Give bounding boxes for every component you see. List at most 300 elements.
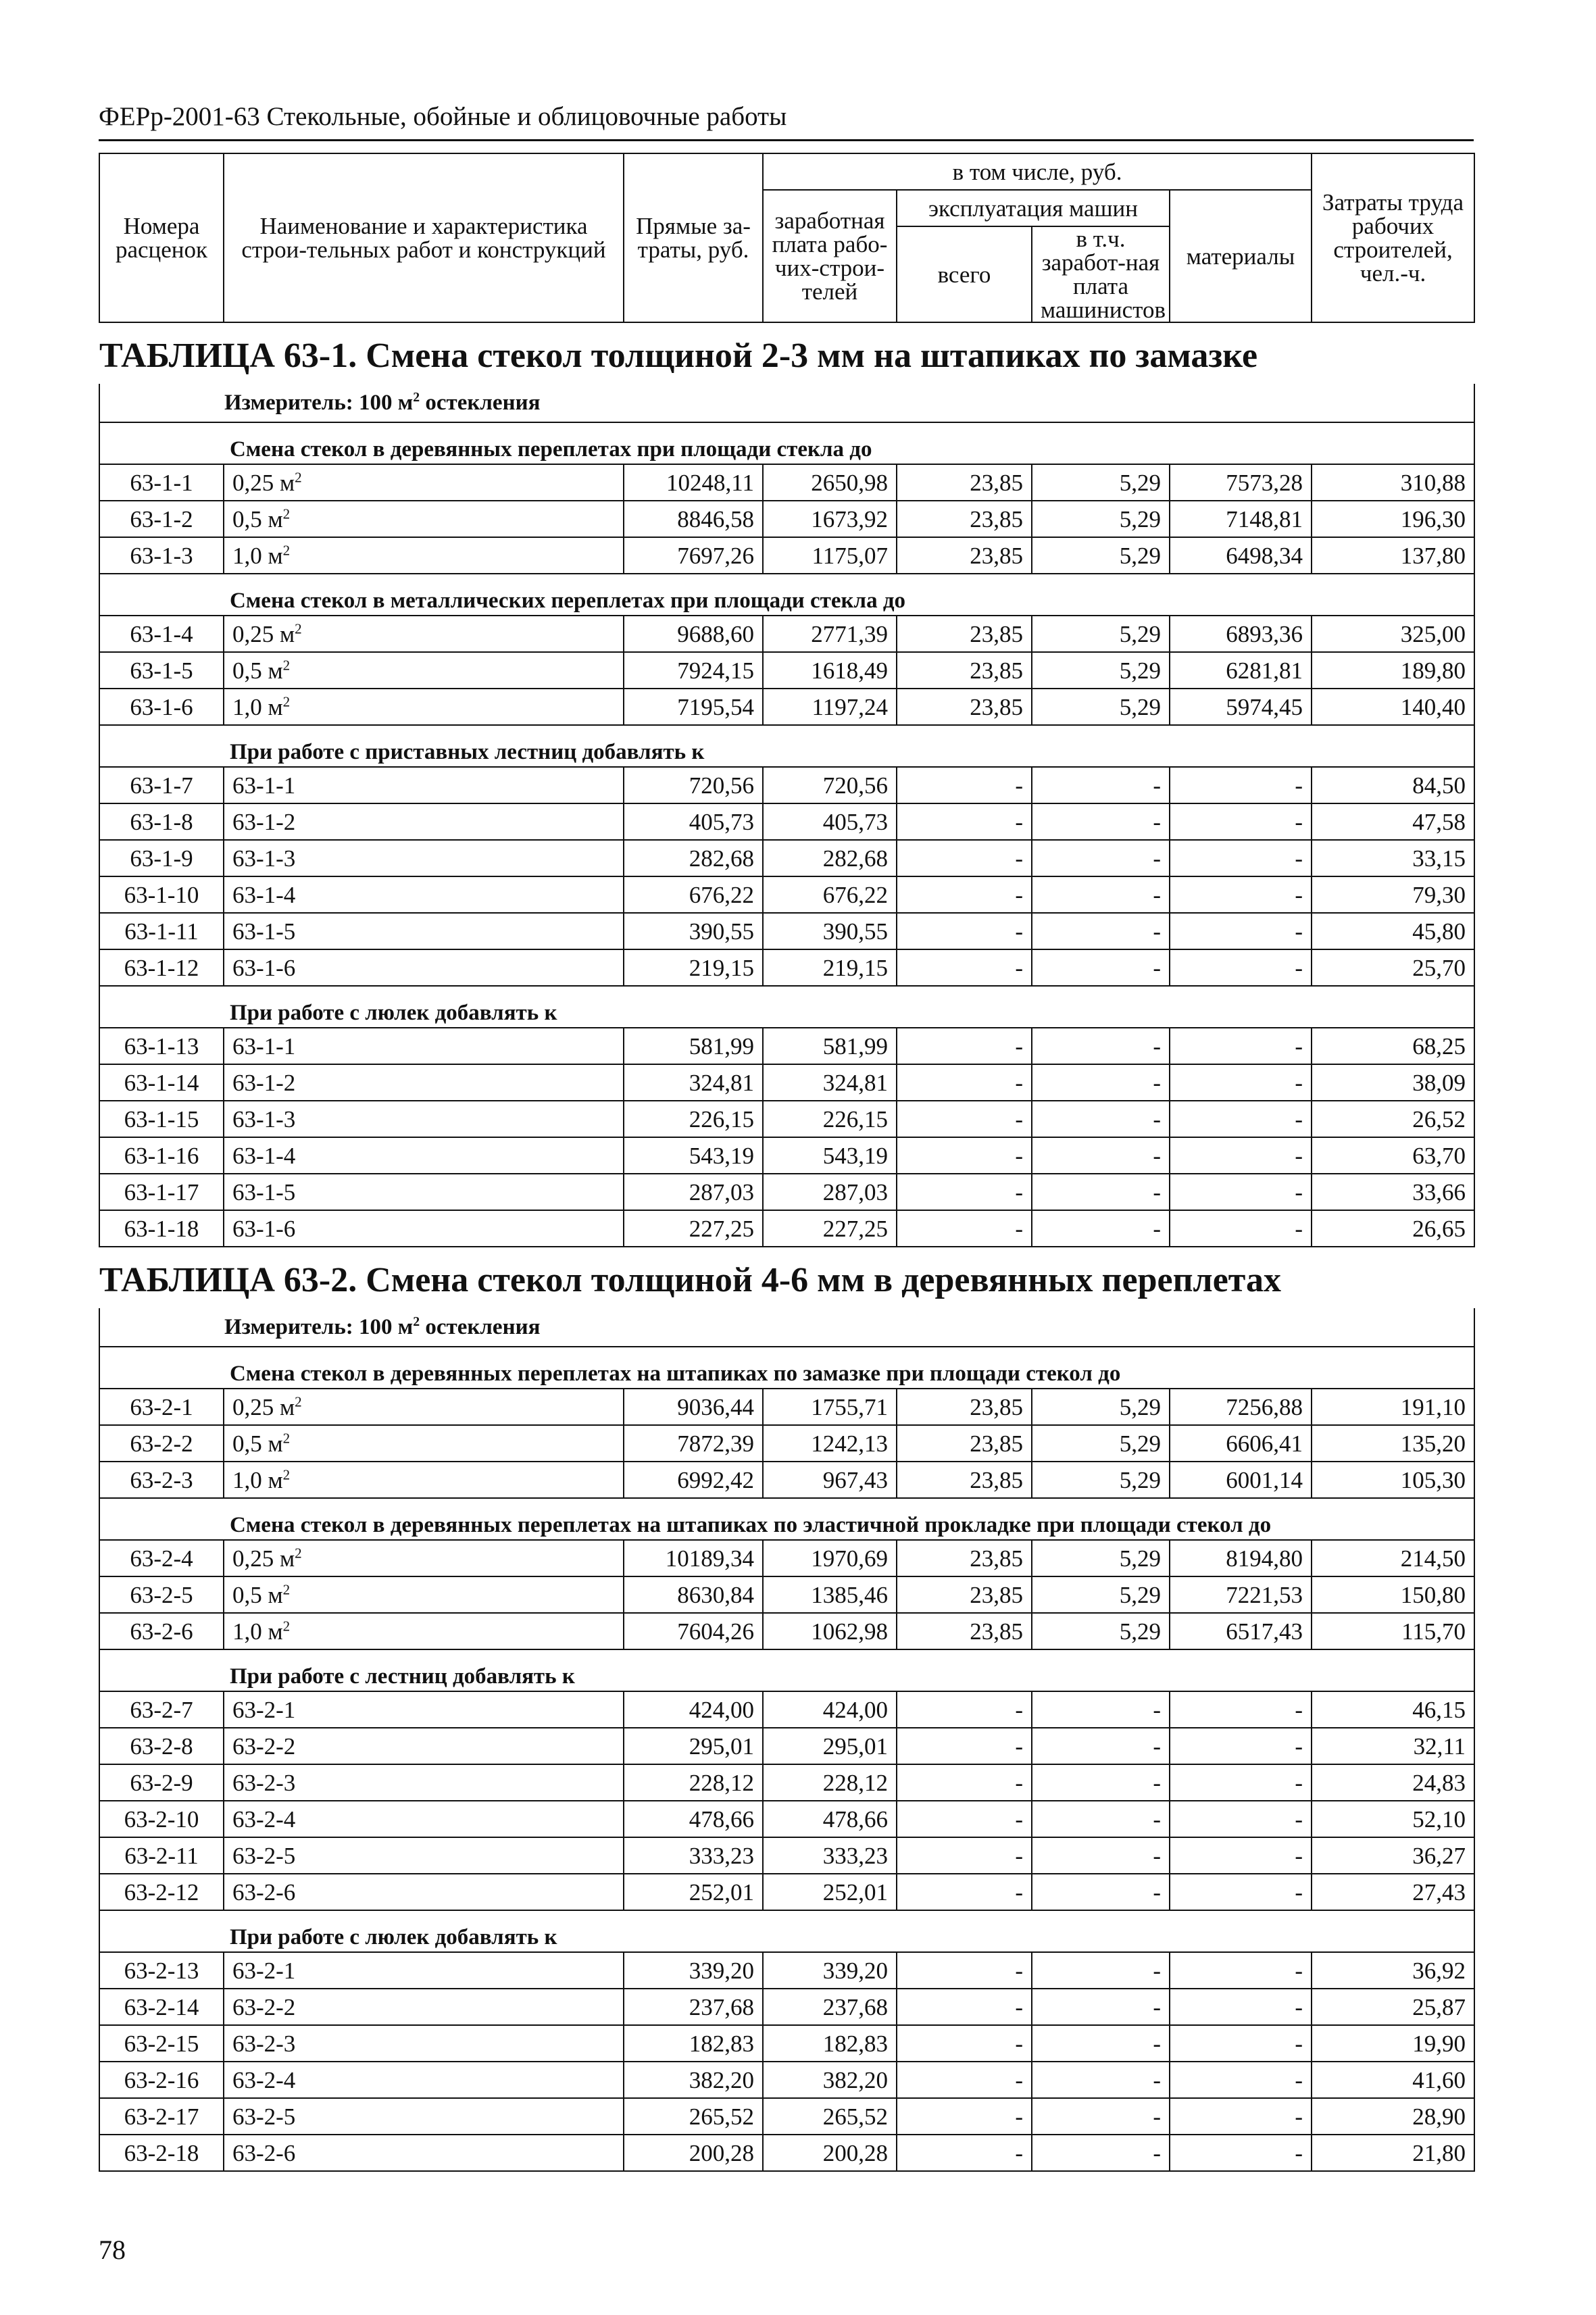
measure-superscript: 2 bbox=[413, 1314, 420, 1329]
value-materials: 7256,88 bbox=[1170, 1389, 1312, 1425]
value-wages: 282,68 bbox=[763, 840, 897, 876]
value-machines: 23,85 bbox=[897, 1613, 1032, 1649]
value-direct: 265,52 bbox=[624, 2098, 763, 2135]
value-labor: 214,50 bbox=[1312, 1540, 1474, 1576]
value-direct: 7697,26 bbox=[624, 537, 763, 574]
value-machines-wages: 5,29 bbox=[1032, 537, 1170, 574]
table-row bbox=[99, 1174, 1474, 1210]
table-row bbox=[99, 464, 1474, 501]
work-name-text: 63-2-3 bbox=[232, 2030, 296, 2057]
work-name-text: 0,5 м bbox=[232, 1581, 283, 1608]
value-direct: 7604,26 bbox=[624, 1613, 763, 1649]
value-machines-wages: - bbox=[1032, 1952, 1170, 1989]
table-row bbox=[99, 1576, 1474, 1613]
value-machines: 23,85 bbox=[897, 1576, 1032, 1613]
rate-code: 63-2-7 bbox=[99, 1691, 224, 1728]
work-name-text: 63-1-5 bbox=[232, 918, 296, 945]
value-materials: 6517,43 bbox=[1170, 1613, 1312, 1649]
value-machines-wages: - bbox=[1032, 913, 1170, 949]
measure-prefix: Измеритель: 100 м bbox=[224, 1314, 414, 1339]
work-name-text: 1,0 м bbox=[232, 1618, 283, 1645]
table-row bbox=[99, 1540, 1474, 1576]
work-name-text: 63-2-2 bbox=[232, 1993, 296, 2020]
table-row bbox=[99, 1728, 1474, 1764]
work-name bbox=[224, 501, 624, 537]
measure-prefix: Измеритель: 100 м bbox=[224, 390, 414, 415]
value-materials: 5974,45 bbox=[1170, 689, 1312, 725]
rate-code: 63-2-8 bbox=[99, 1728, 224, 1764]
work-name-text: 63-2-3 bbox=[232, 1769, 296, 1796]
work-name-text: 63-1-1 bbox=[232, 1032, 296, 1060]
value-machines: - bbox=[897, 2135, 1032, 2171]
work-name bbox=[224, 1952, 624, 1989]
work-name-superscript: 2 bbox=[295, 1544, 302, 1561]
rate-code: 63-1-10 bbox=[99, 876, 224, 913]
work-name-text: 1,0 м bbox=[232, 542, 283, 569]
value-machines: 23,85 bbox=[897, 652, 1032, 689]
work-name-text: 63-1-2 bbox=[232, 808, 296, 835]
rate-code: 63-1-16 bbox=[99, 1137, 224, 1174]
section-title-row bbox=[99, 574, 1474, 616]
work-name bbox=[224, 1728, 624, 1764]
header-divider bbox=[99, 139, 1474, 141]
work-name bbox=[224, 1691, 624, 1728]
work-name-superscript: 2 bbox=[282, 1617, 291, 1634]
value-direct: 287,03 bbox=[624, 1174, 763, 1210]
work-name bbox=[224, 1462, 624, 1498]
value-wages: 1970,69 bbox=[763, 1540, 897, 1576]
work-name bbox=[224, 1064, 624, 1101]
table-row bbox=[99, 1028, 1474, 1064]
value-direct: 10189,34 bbox=[624, 1540, 763, 1576]
rate-code: 63-1-18 bbox=[99, 1210, 224, 1247]
value-direct: 390,55 bbox=[624, 913, 763, 949]
value-wages: 1385,46 bbox=[763, 1576, 897, 1613]
value-wages: 219,15 bbox=[763, 949, 897, 986]
work-name-text: 63-2-5 bbox=[232, 1842, 296, 1869]
work-name-text: 1,0 м bbox=[232, 1466, 283, 1493]
rate-code: 63-1-12 bbox=[99, 949, 224, 986]
work-name-text: 63-2-2 bbox=[232, 1733, 296, 1760]
work-name-superscript: 2 bbox=[282, 693, 291, 710]
table-row bbox=[99, 1064, 1474, 1101]
rate-code: 63-1-9 bbox=[99, 840, 224, 876]
value-labor: 79,30 bbox=[1312, 876, 1474, 913]
value-machines: 23,85 bbox=[897, 1540, 1032, 1576]
value-wages: 581,99 bbox=[763, 1028, 897, 1064]
value-materials: - bbox=[1170, 1874, 1312, 1910]
value-machines: 23,85 bbox=[897, 616, 1032, 652]
value-machines-wages: 5,29 bbox=[1032, 1389, 1170, 1425]
value-labor: 196,30 bbox=[1312, 501, 1474, 537]
section-title-row bbox=[99, 1347, 1474, 1389]
rate-code: 63-2-13 bbox=[99, 1952, 224, 1989]
measure-unit bbox=[99, 384, 1474, 422]
value-materials: - bbox=[1170, 1837, 1312, 1874]
section-title: Смена стекол в металлических переплетах при площади стекла до bbox=[99, 574, 1474, 616]
value-wages: 478,66 bbox=[763, 1801, 897, 1837]
value-wages: 1197,24 bbox=[763, 689, 897, 725]
value-materials: - bbox=[1170, 913, 1312, 949]
table-row bbox=[99, 803, 1474, 840]
work-name-superscript: 2 bbox=[295, 468, 302, 485]
value-machines-wages: 5,29 bbox=[1032, 1576, 1170, 1613]
work-name-text: 0,25 м bbox=[232, 1545, 295, 1572]
value-machines: - bbox=[897, 2025, 1032, 2062]
value-machines: - bbox=[897, 1989, 1032, 2025]
value-machines: - bbox=[897, 1210, 1032, 1247]
value-machines: - bbox=[897, 1028, 1032, 1064]
work-name-text: 63-2-1 bbox=[232, 1957, 296, 1984]
value-labor: 105,30 bbox=[1312, 1462, 1474, 1498]
value-direct: 295,01 bbox=[624, 1728, 763, 1764]
rate-code: 63-2-12 bbox=[99, 1874, 224, 1910]
value-machines: - bbox=[897, 2098, 1032, 2135]
value-materials: 7573,28 bbox=[1170, 464, 1312, 501]
value-machines: - bbox=[897, 1174, 1032, 1210]
value-machines: - bbox=[897, 1874, 1032, 1910]
measure-row bbox=[99, 1308, 1474, 1347]
value-machines-wages: 5,29 bbox=[1032, 501, 1170, 537]
work-name-superscript: 2 bbox=[295, 620, 302, 637]
rate-code: 63-2-15 bbox=[99, 2025, 224, 2062]
rate-code: 63-2-3 bbox=[99, 1462, 224, 1498]
value-wages: 295,01 bbox=[763, 1728, 897, 1764]
value-wages: 424,00 bbox=[763, 1691, 897, 1728]
value-machines-wages: - bbox=[1032, 1728, 1170, 1764]
work-name bbox=[224, 876, 624, 913]
value-wages: 1618,49 bbox=[763, 652, 897, 689]
work-name bbox=[224, 2062, 624, 2098]
table-row bbox=[99, 2135, 1474, 2171]
table-row bbox=[99, 767, 1474, 803]
value-materials: 8194,80 bbox=[1170, 1540, 1312, 1576]
value-machines: 23,85 bbox=[897, 501, 1032, 537]
value-direct: 543,19 bbox=[624, 1137, 763, 1174]
table-row bbox=[99, 1952, 1474, 1989]
col-header-machines-total: всего bbox=[897, 226, 1032, 322]
section-title-row bbox=[99, 725, 1474, 767]
table-title-row bbox=[99, 1247, 1474, 1308]
work-name bbox=[224, 1425, 624, 1462]
value-wages: 287,03 bbox=[763, 1174, 897, 1210]
table-row bbox=[99, 1874, 1474, 1910]
work-name-text: 63-1-3 bbox=[232, 845, 296, 872]
work-name bbox=[224, 913, 624, 949]
value-machines-wages: - bbox=[1032, 1837, 1170, 1874]
work-name bbox=[224, 1101, 624, 1137]
value-machines: - bbox=[897, 1801, 1032, 1837]
value-machines: 23,85 bbox=[897, 689, 1032, 725]
table-title: ТАБЛИЦА 63-2. Смена стекол толщиной 4-6 мм в деревянных переплетах bbox=[99, 1247, 1474, 1308]
value-direct: 6992,42 bbox=[624, 1462, 763, 1498]
work-name-text: 0,5 м bbox=[232, 1430, 283, 1457]
value-labor: 46,15 bbox=[1312, 1691, 1474, 1728]
value-machines-wages: - bbox=[1032, 2025, 1170, 2062]
value-labor: 21,80 bbox=[1312, 2135, 1474, 2171]
page-header-title: ФЕРр-2001-63 Стекольные, обойные и облицовочные работы bbox=[99, 102, 787, 131]
work-name-text: 63-2-1 bbox=[232, 1696, 296, 1723]
value-wages: 226,15 bbox=[763, 1101, 897, 1137]
work-name bbox=[224, 840, 624, 876]
value-machines-wages: 5,29 bbox=[1032, 1613, 1170, 1649]
value-labor: 41,60 bbox=[1312, 2062, 1474, 2098]
value-labor: 33,15 bbox=[1312, 840, 1474, 876]
value-direct: 424,00 bbox=[624, 1691, 763, 1728]
value-labor: 19,90 bbox=[1312, 2025, 1474, 2062]
work-name-superscript: 2 bbox=[282, 1429, 291, 1446]
value-materials: 6498,34 bbox=[1170, 537, 1312, 574]
value-machines: 23,85 bbox=[897, 537, 1032, 574]
value-machines-wages: 5,29 bbox=[1032, 652, 1170, 689]
work-name-text: 63-2-4 bbox=[232, 2066, 296, 2093]
value-materials: - bbox=[1170, 803, 1312, 840]
value-machines: - bbox=[897, 2062, 1032, 2098]
value-materials: 7221,53 bbox=[1170, 1576, 1312, 1613]
value-labor: 25,70 bbox=[1312, 949, 1474, 986]
work-name-text: 63-2-5 bbox=[232, 2103, 296, 2130]
value-labor: 310,88 bbox=[1312, 464, 1474, 501]
value-wages: 1673,92 bbox=[763, 501, 897, 537]
work-name bbox=[224, 652, 624, 689]
rate-code: 63-1-1 bbox=[99, 464, 224, 501]
work-name bbox=[224, 689, 624, 725]
value-direct: 282,68 bbox=[624, 840, 763, 876]
table-row bbox=[99, 2098, 1474, 2135]
work-name bbox=[224, 767, 624, 803]
value-machines-wages: - bbox=[1032, 2062, 1170, 2098]
rate-code: 63-2-9 bbox=[99, 1764, 224, 1801]
section-title-row bbox=[99, 422, 1474, 464]
value-labor: 26,65 bbox=[1312, 1210, 1474, 1247]
value-labor: 52,10 bbox=[1312, 1801, 1474, 1837]
value-wages: 265,52 bbox=[763, 2098, 897, 2135]
value-direct: 226,15 bbox=[624, 1101, 763, 1137]
value-machines: - bbox=[897, 1728, 1032, 1764]
table-row bbox=[99, 1462, 1474, 1498]
value-machines: 23,85 bbox=[897, 464, 1032, 501]
value-machines-wages: 5,29 bbox=[1032, 689, 1170, 725]
value-materials: - bbox=[1170, 767, 1312, 803]
work-name bbox=[224, 1874, 624, 1910]
work-name bbox=[224, 2098, 624, 2135]
work-name bbox=[224, 1801, 624, 1837]
value-materials: - bbox=[1170, 1137, 1312, 1174]
page-number: 78 bbox=[99, 2235, 126, 2265]
value-wages: 339,20 bbox=[763, 1952, 897, 1989]
value-direct: 8846,58 bbox=[624, 501, 763, 537]
work-name-superscript: 2 bbox=[282, 505, 291, 522]
work-name bbox=[224, 1028, 624, 1064]
value-direct: 200,28 bbox=[624, 2135, 763, 2171]
table-row bbox=[99, 1425, 1474, 1462]
value-direct: 8630,84 bbox=[624, 1576, 763, 1613]
rate-code: 63-1-13 bbox=[99, 1028, 224, 1064]
table-row bbox=[99, 876, 1474, 913]
value-labor: 36,92 bbox=[1312, 1952, 1474, 1989]
value-wages: 2771,39 bbox=[763, 616, 897, 652]
value-machines: 23,85 bbox=[897, 1425, 1032, 1462]
table-row bbox=[99, 1691, 1474, 1728]
value-direct: 219,15 bbox=[624, 949, 763, 986]
rate-code: 63-1-17 bbox=[99, 1174, 224, 1210]
work-name-superscript: 2 bbox=[282, 1466, 291, 1483]
value-direct: 252,01 bbox=[624, 1874, 763, 1910]
section-title-row bbox=[99, 1910, 1474, 1952]
work-name bbox=[224, 464, 624, 501]
value-machines-wages: - bbox=[1032, 1137, 1170, 1174]
value-materials: - bbox=[1170, 876, 1312, 913]
work-name-text: 63-1-6 bbox=[232, 1215, 296, 1242]
value-materials: - bbox=[1170, 1064, 1312, 1101]
value-materials: 6281,81 bbox=[1170, 652, 1312, 689]
rate-code: 63-1-7 bbox=[99, 767, 224, 803]
measure-unit bbox=[99, 1308, 1474, 1347]
value-machines: 23,85 bbox=[897, 1462, 1032, 1498]
col-header-labor: Затраты труда рабочих строителей, чел.-ч. bbox=[1312, 153, 1474, 322]
value-direct: 676,22 bbox=[624, 876, 763, 913]
work-name-text: 0,5 м bbox=[232, 657, 283, 684]
table-row bbox=[99, 913, 1474, 949]
col-header-machines-wages: в т.ч. заработ-ная плата машинистов bbox=[1032, 226, 1170, 322]
work-name-text: 0,5 м bbox=[232, 505, 283, 532]
section-title: Смена стекол в деревянных переплетах на штапиках по эластичной прокладке при площади стекол до bbox=[99, 1498, 1474, 1540]
value-machines-wages: - bbox=[1032, 1764, 1170, 1801]
work-name bbox=[224, 1137, 624, 1174]
value-machines-wages: 5,29 bbox=[1032, 1462, 1170, 1498]
value-labor: 189,80 bbox=[1312, 652, 1474, 689]
value-wages: 237,68 bbox=[763, 1989, 897, 2025]
value-machines: - bbox=[897, 1101, 1032, 1137]
value-labor: 25,87 bbox=[1312, 1989, 1474, 2025]
work-name bbox=[224, 803, 624, 840]
work-name-text: 0,25 м bbox=[232, 620, 295, 647]
table-row bbox=[99, 949, 1474, 986]
rate-code: 63-1-15 bbox=[99, 1101, 224, 1137]
table-row bbox=[99, 1101, 1474, 1137]
value-materials: - bbox=[1170, 1989, 1312, 2025]
value-materials: - bbox=[1170, 1952, 1312, 1989]
value-direct: 9036,44 bbox=[624, 1389, 763, 1425]
work-name bbox=[224, 1174, 624, 1210]
value-machines: - bbox=[897, 1137, 1032, 1174]
value-machines-wages: - bbox=[1032, 1874, 1170, 1910]
work-name bbox=[224, 949, 624, 986]
value-machines: - bbox=[897, 1764, 1032, 1801]
rate-code: 63-1-11 bbox=[99, 913, 224, 949]
section-title: Смена стекол в деревянных переплетах при площади стекла до bbox=[99, 422, 1474, 464]
price-table bbox=[99, 153, 1475, 2172]
rate-code: 63-1-5 bbox=[99, 652, 224, 689]
section-title: При работе с люлек добавлять к bbox=[99, 1910, 1474, 1952]
value-machines: - bbox=[897, 1837, 1032, 1874]
table-row bbox=[99, 840, 1474, 876]
value-machines-wages: - bbox=[1032, 1064, 1170, 1101]
value-wages: 333,23 bbox=[763, 1837, 897, 1874]
value-machines-wages: - bbox=[1032, 1691, 1170, 1728]
value-labor: 325,00 bbox=[1312, 616, 1474, 652]
value-materials: - bbox=[1170, 949, 1312, 986]
value-machines: - bbox=[897, 1691, 1032, 1728]
work-name-superscript: 2 bbox=[295, 1393, 302, 1410]
section-title: При работе с приставных лестниц добавлять к bbox=[99, 725, 1474, 767]
rate-code: 63-2-17 bbox=[99, 2098, 224, 2135]
work-name bbox=[224, 1837, 624, 1874]
work-name-superscript: 2 bbox=[282, 1580, 291, 1597]
value-machines-wages: - bbox=[1032, 1028, 1170, 1064]
value-machines: - bbox=[897, 913, 1032, 949]
value-wages: 182,83 bbox=[763, 2025, 897, 2062]
section-title-row bbox=[99, 1498, 1474, 1540]
value-wages: 1242,13 bbox=[763, 1425, 897, 1462]
value-machines-wages: - bbox=[1032, 2135, 1170, 2171]
work-name-text: 63-1-2 bbox=[232, 1069, 296, 1096]
rate-code: 63-1-14 bbox=[99, 1064, 224, 1101]
section-title-row bbox=[99, 986, 1474, 1028]
work-name bbox=[224, 1389, 624, 1425]
table-body bbox=[99, 322, 1474, 2171]
rate-code: 63-1-6 bbox=[99, 689, 224, 725]
value-machines-wages: - bbox=[1032, 949, 1170, 986]
value-materials: - bbox=[1170, 840, 1312, 876]
value-materials: - bbox=[1170, 2098, 1312, 2135]
work-name-text: 63-2-6 bbox=[232, 1878, 296, 1906]
work-name-text: 0,25 м bbox=[232, 469, 295, 496]
rate-code: 63-1-4 bbox=[99, 616, 224, 652]
value-labor: 36,27 bbox=[1312, 1837, 1474, 1874]
value-direct: 237,68 bbox=[624, 1989, 763, 2025]
col-header-code: Номера расценок bbox=[99, 153, 224, 322]
value-direct: 7872,39 bbox=[624, 1425, 763, 1462]
value-machines-wages: 5,29 bbox=[1032, 1425, 1170, 1462]
value-machines: - bbox=[897, 1952, 1032, 1989]
work-name bbox=[224, 2135, 624, 2171]
value-machines: - bbox=[897, 1064, 1032, 1101]
col-header-materials: материалы bbox=[1170, 190, 1312, 322]
work-name-text: 1,0 м bbox=[232, 693, 283, 720]
section-title-row bbox=[99, 1649, 1474, 1691]
col-header-including: в том числе, руб. bbox=[763, 153, 1312, 190]
value-machines-wages: - bbox=[1032, 1801, 1170, 1837]
value-materials: 6001,14 bbox=[1170, 1462, 1312, 1498]
work-name-text: 63-1-6 bbox=[232, 954, 296, 981]
value-machines-wages: - bbox=[1032, 803, 1170, 840]
rate-code: 63-1-8 bbox=[99, 803, 224, 840]
col-header-direct: Прямые за-траты, руб. bbox=[624, 153, 763, 322]
table-row bbox=[99, 2062, 1474, 2098]
section-title: Смена стекол в деревянных переплетах на штапиках по замазке при площади стекол до bbox=[99, 1347, 1474, 1389]
value-labor: 28,90 bbox=[1312, 2098, 1474, 2135]
table-row bbox=[99, 1837, 1474, 1874]
value-wages: 252,01 bbox=[763, 1874, 897, 1910]
value-machines-wages: - bbox=[1032, 876, 1170, 913]
value-direct: 405,73 bbox=[624, 803, 763, 840]
value-labor: 27,43 bbox=[1312, 1874, 1474, 1910]
value-materials: - bbox=[1170, 1764, 1312, 1801]
value-direct: 581,99 bbox=[624, 1028, 763, 1064]
value-wages: 676,22 bbox=[763, 876, 897, 913]
work-name-text: 0,25 м bbox=[232, 1393, 295, 1420]
rate-code: 63-2-10 bbox=[99, 1801, 224, 1837]
value-direct: 9688,60 bbox=[624, 616, 763, 652]
value-wages: 228,12 bbox=[763, 1764, 897, 1801]
table-row bbox=[99, 689, 1474, 725]
table-row bbox=[99, 616, 1474, 652]
value-materials: 7148,81 bbox=[1170, 501, 1312, 537]
value-machines: 23,85 bbox=[897, 1389, 1032, 1425]
table-title-row bbox=[99, 322, 1474, 384]
table-row bbox=[99, 1613, 1474, 1649]
